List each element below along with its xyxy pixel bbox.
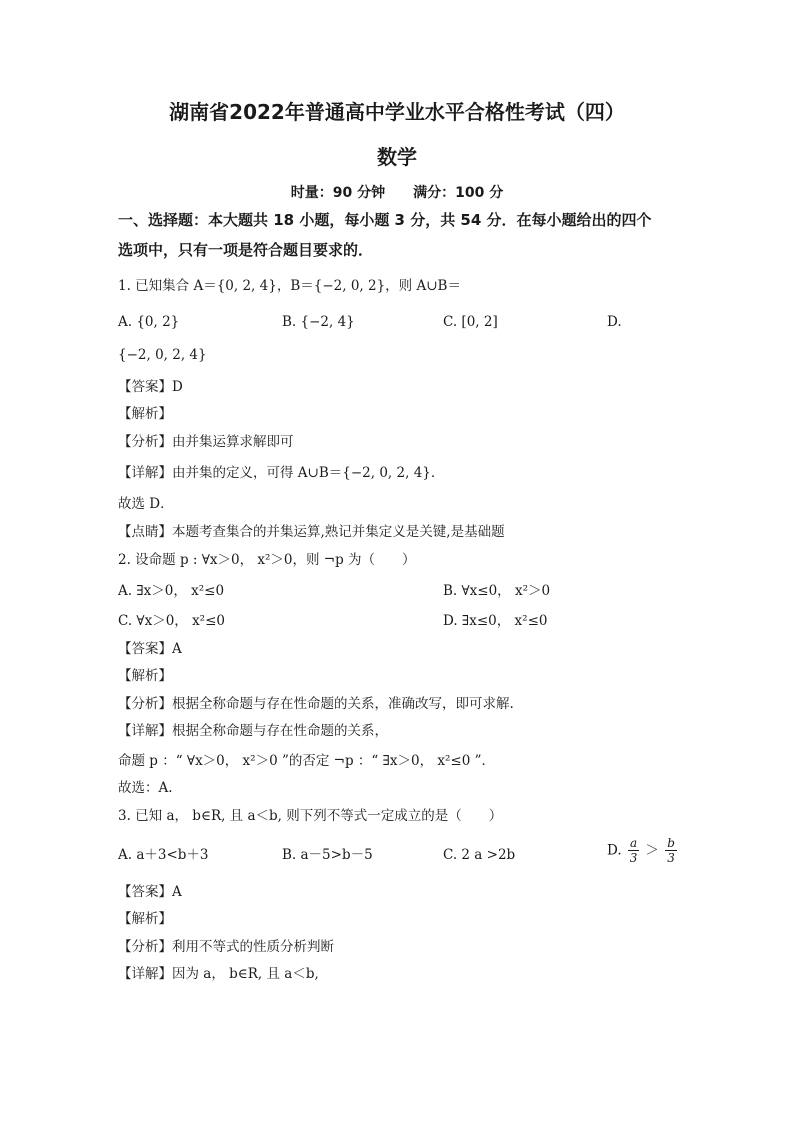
q3-option-b: B. a－5>b－5 bbox=[282, 847, 373, 863]
q2-option-b: B. ∀x≤0， x²＞0 bbox=[443, 583, 551, 599]
q3-fraction-a-numerator: a bbox=[629, 836, 638, 850]
q1-stem: 1. 已知集合 A＝{0, 2, 4}，B＝{−2, 0, 2}，则 A∪B＝ bbox=[118, 278, 461, 294]
q1-choice: 故选 D． bbox=[118, 496, 174, 512]
q1-option-b: B. {−2, 4} bbox=[282, 314, 355, 330]
q3-fraction-b bbox=[665, 836, 677, 865]
q1-analysis: 【解析】 bbox=[118, 406, 172, 422]
q2-answer: 【答案】A bbox=[118, 641, 182, 657]
q1-option-c: C. [0, 2] bbox=[443, 314, 498, 330]
q3-detail: 【详解】因为 a， b∈R, 且 a＜b, bbox=[118, 966, 319, 982]
q3-fraction-gt: ＞ bbox=[645, 842, 659, 859]
q1-detail: 【详解】由并集的定义，可得 A∪B＝{−2, 0, 2, 4}． bbox=[118, 465, 445, 481]
q2-fenxi: 【分析】根据全称命题与存在性命题的关系，准确改写，即可求解. bbox=[118, 696, 514, 712]
q3-analysis: 【解析】 bbox=[118, 911, 172, 927]
q2-option-c: C. ∀x＞0， x²≤0 bbox=[118, 613, 225, 629]
q2-detail: 【详解】根据全称命题与存在性命题的关系， bbox=[118, 723, 388, 739]
q3-fraction-b-denominator: 3 bbox=[667, 851, 675, 865]
q3-fraction-a-denominator: 3 bbox=[629, 851, 638, 865]
section-heading-line2: 选项中，只有一项是符合题目要求的． bbox=[118, 241, 374, 259]
q1-fenxi: 【分析】由并集运算求解即可 bbox=[118, 434, 294, 450]
q3-stem: 3. 已知 a， b∈R, 且 a＜b, 则下列不等式一定成立的是（ ） bbox=[118, 808, 503, 824]
q2-option-d: D. ∃x≤0， x²≤0 bbox=[443, 613, 548, 629]
exam-meta: 时量：90 分钟 满分：100 分 bbox=[290, 185, 504, 201]
q3-answer: 【答案】A bbox=[118, 884, 182, 900]
section-heading-line1: 一、选择题：本大题共 18 小题，每小题 3 分，共 54 分．在每小题给出的四个 bbox=[118, 211, 652, 229]
q1-comment: 【点睛】本题考查集合的并集运算,熟记并集定义是关键,是基础题 bbox=[118, 524, 505, 540]
q3-option-c: C. 2 a >2b bbox=[443, 847, 516, 863]
q1-option-a: A. {0, 2} bbox=[118, 314, 180, 330]
q2-option-a: A. ∃x＞0， x²≤0 bbox=[118, 583, 225, 599]
q2-analysis: 【解析】 bbox=[118, 668, 172, 684]
q2-stem: 2. 设命题 p : ∀x＞0， x²＞0，则 ¬p 为（ ） bbox=[118, 552, 416, 568]
q3-fraction-a bbox=[628, 836, 639, 865]
q3-fenxi: 【分析】利用不等式的性质分析判断 bbox=[118, 939, 334, 955]
q3-option-d-label: D. bbox=[607, 842, 622, 859]
page-title: 湖南省2022年普通高中学业水平合格性考试（四） bbox=[169, 100, 625, 124]
q1-option-d-value: {−2, 0, 2, 4} bbox=[118, 347, 207, 363]
q2-choice: 故选：A. bbox=[118, 780, 173, 796]
q1-answer: 【答案】D bbox=[118, 379, 183, 395]
subject-title: 数学 bbox=[377, 145, 417, 169]
q3-fraction-b-numerator: b bbox=[667, 836, 675, 850]
q1-option-d: D. bbox=[607, 314, 622, 330]
q3-option-a: A. a＋3<b＋3 bbox=[118, 847, 209, 863]
q2-detail-2: 命题 p ：“ ∀x＞0， x²＞0 ”的否定 ¬p ：“ ∃x＞0， x²≤0 ”． bbox=[118, 753, 496, 769]
q3-option-d bbox=[607, 836, 679, 865]
